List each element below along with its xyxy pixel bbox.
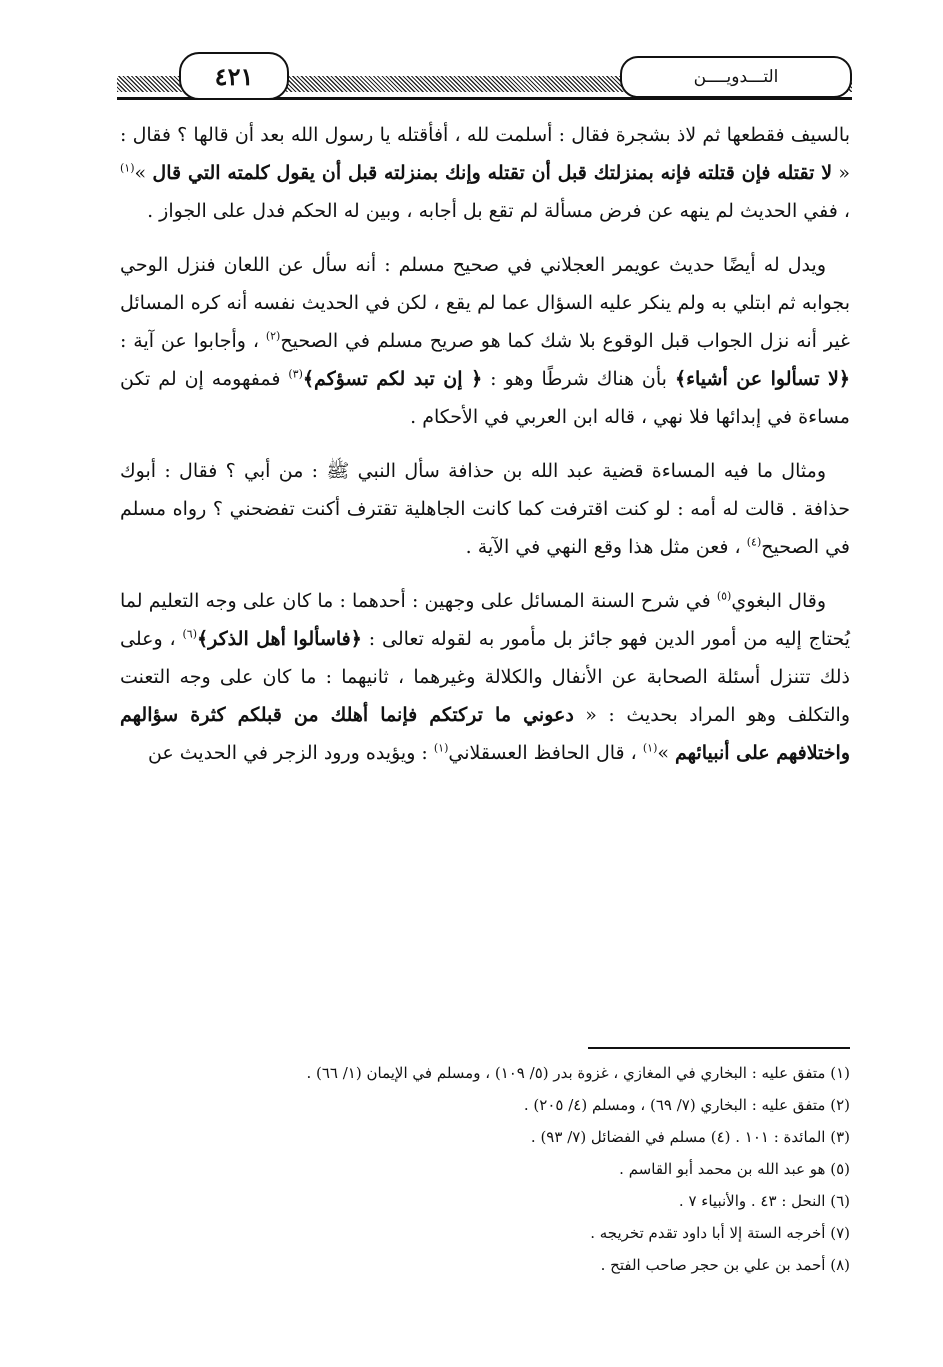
paragraph-text: » [134,162,153,184]
footnote: (٨) أحمد بن علي بن حجر صاحب الفتح . [600,1256,850,1274]
body-paragraph [120,582,850,772]
footnote-ref: (٥) [716,589,732,603]
paragraph-text: ، فعن مثل هذا وقع النهي في الآية . [465,536,747,558]
main-text [120,116,850,788]
page-number-box [179,52,289,100]
paragraph-text: » [657,742,676,764]
quoted-text: ﴿لا تسألوا عن أشياء﴾ [674,368,851,390]
running-title: التـــدويــــن [693,67,779,87]
footnote-ref: (٣) [288,367,303,381]
footnote-ref: (١) [433,741,449,755]
paragraph-text: ، وعلى ذلك تتنزل أسئلة الصحابة عن الأنفال والكلالة وغيرهما ، ثانيهما : ما كان على وجه التعنت والتكلف وهو المراد بحديث : « [120,628,850,726]
page-header [117,52,852,102]
quoted-text: ﴿فاسألوا أهل الذكر﴾ [197,628,362,650]
paragraph-text: في شرح السنة المسائل على وجهين : أحدهما : ما كان على وجه التعليم لما يُحتاج إليه من أمور الدين فهو جائز بل مأمور به لقوله تعالى : [120,590,851,650]
quoted-text: لا تقتله فإن قتلته فإنه بمنزلتك قبل أن تقتله وإنك بمنزلته قبل أن يقول كلمته التي قال [152,162,833,184]
body-paragraph [120,452,850,566]
paragraph-text: بالسيف فقطعها ثم لاذ بشجرة فقال : أسلمت لله ، أفأقتله يا رسول الله بعد أن قالها ؟ فقال : « [120,124,851,184]
footnotes [130,1057,850,1281]
footnote-separator [588,1047,850,1049]
footnote: (٥) هو عبد الله بن محمد أبو القاسم . [619,1160,850,1178]
paragraph-text: فمفهومه إن لم تكن مساءة في إبدائها فلا نهي ، قاله ابن العربي في الأحكام . [120,368,850,428]
footnote: (١) متفق عليه : البخاري في المغازي ، غزوة بدر (٥/ ١٠٩) ، ومسلم في الإيمان (١/ ٦٦) . [306,1064,850,1082]
footnote: (٦) النحل : ٤٣ . والأنبياء ٧ . [678,1192,850,1210]
footnote: (٧) أخرجه الستة إلا أبا داود تقدم تخريجه . [590,1224,850,1242]
quoted-text: ﴿ إن تبد لكم تسؤكم﴾ [302,368,483,390]
paragraph-text: ، ففي الحديث لم ينهه عن فرض مسألة لم تقع بل أجابه ، وبين له الحكم فدل على الجواز . [147,200,850,222]
page-number: ٤٢١ [214,61,254,91]
paragraph-text: وقال البغوي [731,590,826,612]
quoted-text: دعوني ما تركتكم فإنما أهلك من قبلكم كثرة سؤالهم واختلافهم على أنبيائهم [120,704,850,764]
body-paragraph [120,246,850,436]
paragraph-text: ويدل له أيضًا حديث عويمر العجلاني في صحيح مسلم : أنه سأل عن اللعان فنزل الوحي بجوابه ثم ابتلي به ولم ينكر عليه السؤال عما لم يقع ، لكن في الحديث نفسه أنه كره المسائل غير أنه نزل الجواب قبل الوقوع بلا شك كما هو صريح مسلم في الصحيح [120,254,850,352]
paragraph-text: ، قال الحافظ العسقلاني [448,742,643,764]
footnote-ref: (٤) [746,535,762,549]
footnote-ref: (٦) [182,627,198,641]
body-paragraph [120,116,850,230]
paragraph-text: ومثال ما فيه المساءة قضية عبد الله بن حذافة سأل النبي ﷺ : من أبي ؟ فقال : أبوك حذافة . قالت له أمه : لو كنت اقترفت كما كانت الجاهلية تقترف أكنت تفضحني ؟ رواه مسلم في الصحيح [120,460,850,558]
running-title-box [620,56,852,98]
paragraph-text: بأن هناك شرطًا وهو : [482,368,675,390]
footnote-ref: (١) [120,161,135,175]
paragraph-text: ، وأجابوا عن آية : [120,330,266,352]
paragraph-text: : ويؤيده ورود الزجر في الحديث عن [147,742,434,764]
footnote-ref: (٢) [265,329,281,343]
footnote-ref: (١) [642,741,658,755]
footnote: (٣) المائدة : ١٠١ . (٤) مسلم في الفضائل (٧/ ٩٣) . [530,1128,850,1146]
footnote: (٢) متفق عليه : البخاري (٧/ ٦٩) ، ومسلم (٤/ ٢٠٥) . [523,1096,850,1114]
